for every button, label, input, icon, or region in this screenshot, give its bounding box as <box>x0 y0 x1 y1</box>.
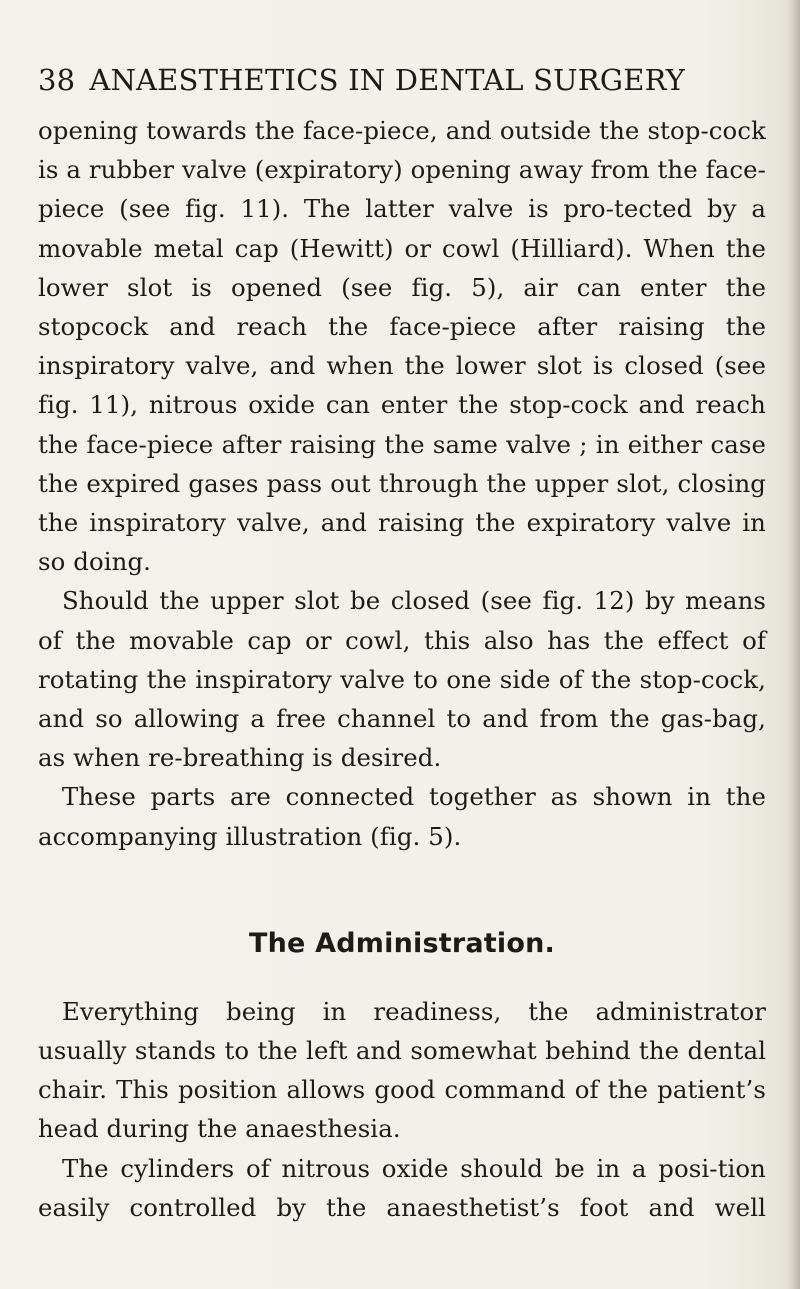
running-header <box>38 62 758 98</box>
paragraph-administrator-position: Everything being in readiness, the administrator usually stands to the left and somewhat behind the dental chair. This position allows good command of the patient’s head during the anaesthesia. <box>38 996 766 1144</box>
paragraph-upper-slot: Should the upper slot be closed (see fig. 12) by means of the movable cap or cowl, this also has the effect of rotating the inspiratory valve to one side of the stop-cock, and so allowing a free channel to and from the gas-bag, as when re-breathing is desired. <box>38 586 766 773</box>
body-text <box>38 111 766 1227</box>
running-title: ANAESTHETICS IN DENTAL SURGERY <box>89 63 686 97</box>
paragraph-cylinders: The cylinders of nitrous oxide should be in a posi-tion easily controlled by the anaesthetist’s foot and well <box>38 1153 766 1222</box>
page-number: 38 <box>38 63 76 97</box>
section-heading: The Administration. <box>249 927 555 959</box>
paragraph-continuation: opening towards the face-piece, and outside the stop-cock is a rubber valve (expiratory) opening away from the face-piece (see fig. 11). The latter valve is pro-tected by a movable metal cap (Hewitt) or cowl (Hilliard). When the lower slot is opened (see fig. 5), air can enter the stopcock and reach the face-piece after raising the inspiratory valve, and when the lower slot is closed (see fig. 11), nitrous oxide can enter the stop-cock and reach the face-piece after raising the same valve ; in either case the expired gases pass out through the upper slot, closing the inspiratory valve, and raising the expiratory valve in so doing. <box>38 116 766 577</box>
paragraph-parts-connected: These parts are connected together as shown in the accompanying illustration (fig. 5). <box>38 782 766 851</box>
page-edge-shadow <box>786 0 800 1289</box>
